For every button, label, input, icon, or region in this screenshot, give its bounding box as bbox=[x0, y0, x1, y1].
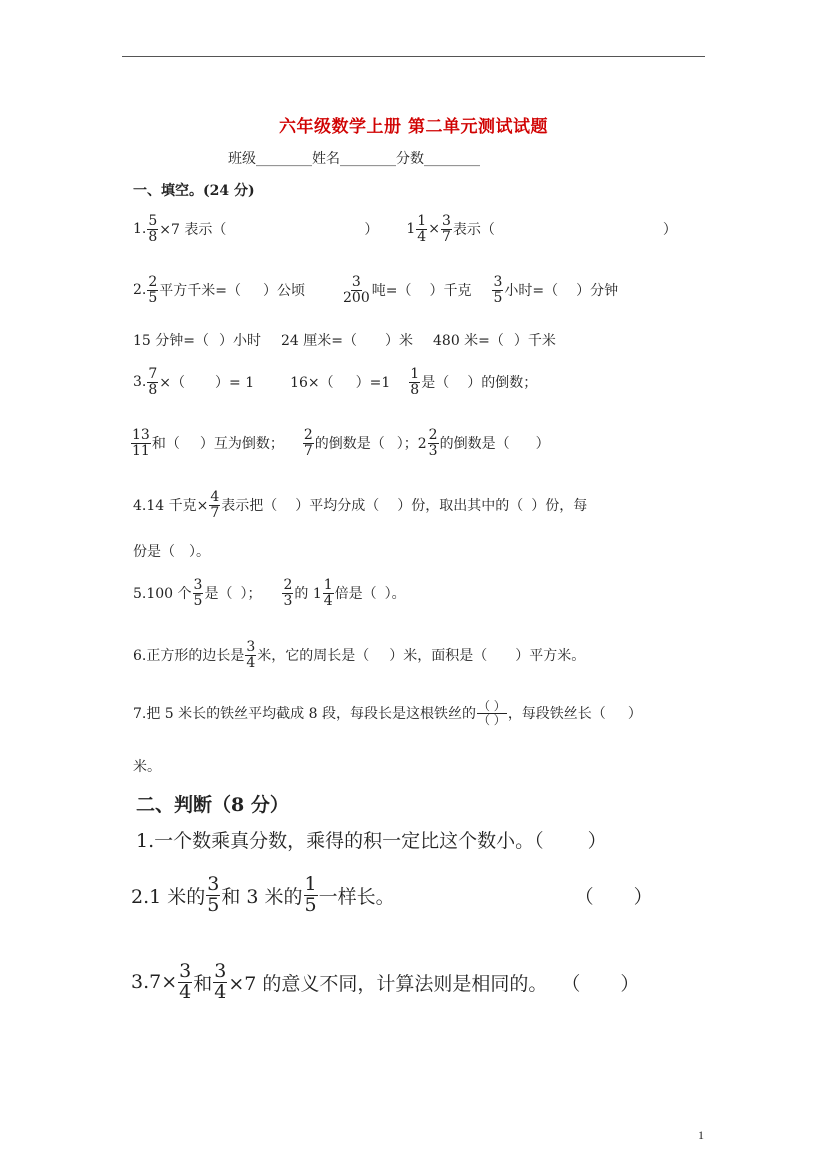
question-4-line-2: 份是（ ）。 bbox=[133, 544, 210, 560]
fraction: $\frac{2}{3}$ bbox=[283, 577, 293, 609]
question-3-line-2: $\frac{13}{11}$ 和（ ）互为倒数； $\frac{2}{7}$ 的倒数是（ ）；2 $\frac{2}{3}$ 的倒数是（ ） bbox=[132, 427, 550, 459]
fraction: $\frac{3}{4}$ bbox=[214, 960, 227, 1003]
question-1: 1. $\frac{5}{8}$ ×7 表示（ ） 1 $\frac{1}{4}$ × $\frac{3}{7}$ 表示（ ） bbox=[133, 213, 677, 245]
judge-question-3: 3.7× $\frac{3}{4}$ 和 $\frac{3}{4}$ ×7 的意义不同，计算法则是相同的。 （ ） bbox=[131, 960, 640, 1003]
question-6: 6.正方形的边长是 $\frac{3}{4}$ 米，它的周长是（ ）米，面积是（ ）平方米。 bbox=[133, 639, 586, 671]
fraction: $\frac{2}{5}$ bbox=[148, 274, 158, 306]
fraction: $\frac{3}{200}$ bbox=[343, 274, 370, 306]
fraction: $\frac{2}{7}$ bbox=[303, 427, 313, 459]
fraction-blank[interactable]: $\frac{( )}{( )}$ bbox=[477, 699, 506, 727]
page-title: 六年级数学上册 第二单元测试试题 bbox=[279, 117, 548, 137]
question-4: 4.14 千克× $\frac{4}{7}$ 表示把（ ）平均分成（ ）份，取出其中的（ ）份，每 bbox=[133, 489, 588, 521]
judge-question-1: 1.一个数乘真分数，乘得的积一定比这个数小。（ ） bbox=[136, 830, 607, 852]
fraction: $\frac{3}{4}$ bbox=[179, 960, 192, 1003]
question-7-line-2: 米。 bbox=[133, 759, 161, 775]
fraction: $\frac{3}{5}$ bbox=[207, 873, 220, 916]
fraction: $\frac{5}{8}$ bbox=[148, 213, 158, 245]
fraction: $\frac{4}{7}$ bbox=[210, 489, 220, 521]
question-3: 3. $\frac{7}{8}$ ×（ ）= 1 16×（ ）=1 $\frac{1}{8}$ 是（ ）的倒数； bbox=[133, 366, 538, 398]
fraction: $\frac{1}{4}$ bbox=[323, 577, 333, 609]
fraction: $\frac{3}{5}$ bbox=[493, 274, 503, 306]
fraction: $\frac{1}{5}$ bbox=[304, 873, 317, 916]
header-rule bbox=[122, 56, 705, 57]
page-number: 1 bbox=[698, 1128, 704, 1142]
judge-question-2: 2.1 米的 $\frac{3}{5}$ 和 3 米的 $\frac{1}{5}$ 一样长。 （ ） bbox=[131, 873, 653, 916]
question-7: 7.把 5 米长的铁丝平均截成 8 段，每段长是这根铁丝的 $\frac{( )}{( )}$ ，每段铁丝长（ ） bbox=[133, 699, 642, 727]
fraction: $\frac{3}{5}$ bbox=[193, 577, 203, 609]
fraction: $\frac{3}{4}$ bbox=[246, 639, 256, 671]
fraction: $\frac{13}{11}$ bbox=[132, 427, 150, 459]
fraction: $\frac{7}{8}$ bbox=[148, 366, 158, 398]
fraction: $\frac{3}{7}$ bbox=[441, 213, 451, 245]
question-5: 5.100 个 $\frac{3}{5}$ 是（ ）； $\frac{2}{3}$ 的 1 $\frac{1}{4}$ 倍是（ ）。 bbox=[133, 577, 406, 609]
fraction: $\frac{2}{3}$ bbox=[428, 427, 438, 459]
fraction: $\frac{1}{4}$ bbox=[417, 213, 427, 245]
fraction: $\frac{1}{8}$ bbox=[410, 366, 420, 398]
student-info-line: 班级________姓名________分数________ bbox=[228, 151, 480, 167]
question-2-line-2: 15 分钟=（ ）小时 24 厘米=（ ）米 480 米=（ ）千米 bbox=[133, 333, 556, 349]
question-2: 2. $\frac{2}{5}$ 平方千米=（ ）公顷 $\frac{3}{200}$ 吨=（ ）千克 $\frac{3}{5}$ 小时=（ ）分钟 bbox=[133, 274, 619, 306]
section-judge-heading: 二、判断（8 分） bbox=[136, 794, 289, 816]
section-fill-blank-heading: 一、填空。(24 分) bbox=[133, 183, 255, 199]
